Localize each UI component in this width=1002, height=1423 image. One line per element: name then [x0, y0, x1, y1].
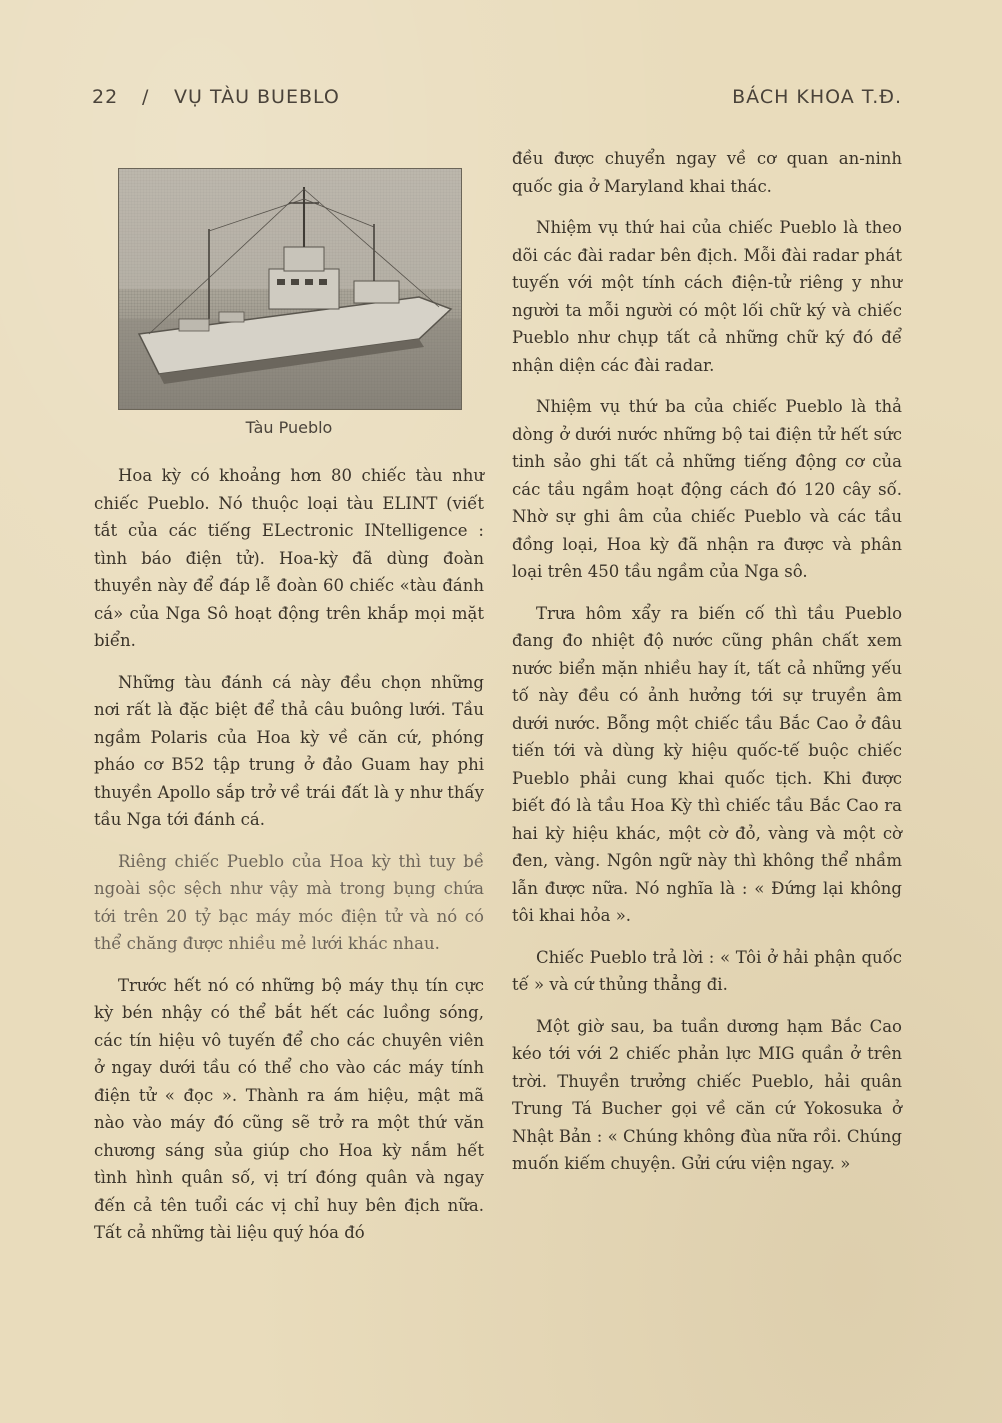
journal-name: BÁCH KHOA T.Đ. [732, 86, 902, 108]
paragraph: Riêng chiếc Pueblo của Hoa kỳ thì tuy bề ngoài sộc sệch như vậy mà trong bụng chứa tới trên 20 tỷ bạc máy móc điện tử và nó có thể chăng được nhiều mẻ lưới khác nhau. [94, 851, 484, 953]
page-number: 22 [92, 86, 119, 108]
header-separator: / [142, 86, 150, 108]
paragraph: Trước hết nó có những bộ máy thụ tín cực kỳ bén nhậy có thể bắt hết các luồng sóng, các tín hiệu vô tuyến để cho các chuyên viên ở ngay dưới tầu có thể cho vào các máy tính điện tử « đọc ». Thành ra ám hiệu, mật mã nào vào máy đó cũng sẽ trở ra một thứ văn chương sáng sủa giúp cho Hoa kỳ nắm hết tình hình quân số, vị trí đóng quân và ngay đến cả tên tuổi các vị chỉ huy bên địch nữa. Tất cả những tài liệu quý hóa đó [94, 975, 484, 1242]
paragraph: Nhiệm vụ thứ ba của chiếc Pueblo là thả dòng ở dưới nước những bộ tai điện tử hết sức tinh sảo ghi tất cả những tiếng động cơ của các tầu ngầm hoạt động cách đó 120 cây số. Nhờ sự ghi âm của chiếc Pueblo và các tầu đồng loại, Hoa kỳ đã nhận ra được và phân loại trên 450 tầu ngầm của Nga sô. [512, 397, 902, 581]
ship-illustration [119, 169, 461, 409]
article-title: VỤ TÀU BUEBLO [174, 86, 340, 108]
ship-photo [118, 168, 462, 410]
paragraph: Hoa kỳ có khoảng hơn 80 chiếc tàu như chiếc Pueblo. Nó thuộc loại tàu ELINT (viết tắt của các tiếng ELectronic INtelligence : tình báo điện tử). Hoa-kỳ đã dùng đoàn thuyền này để đáp lễ đoàn 60 chiếc «tàu đánh cá» của Nga Sô hoạt động trên khắp mọi mặt biển. [94, 466, 484, 650]
paragraph: Nhiệm vụ thứ hai của chiếc Pueblo là theo dõi các đài radar bên địch. Mỗi đài radar phát tuyến với một tính cách điện-tử riêng y như người ta mỗi người có một lối chữ ký và chiếc Pueblo như chụp tất cả những chữ ký đó để nhận diện các đài radar. [512, 218, 902, 375]
paragraph: Chiếc Pueblo trả lời : « Tôi ở hải phận quốc tế » và cứ thủng thẳng đi. [512, 947, 902, 994]
paragraph: Trưa hôm xẩy ra biến cố thì tầu Pueblo đang đo nhiệt độ nước cũng phân chất xem nước biển mặn nhiều hay ít, tất cả những yếu tố này đều có ảnh hưởng tới sự truyền âm dưới nước. Bỗng một chiếc tầu Bắc Cao ở đâu tiến tới và dùng kỳ hiệu quốc-tế buộc chiếc Pueblo phải cung khai quốc tịch. Khi được biết đó là tầu Hoa Kỳ thì chiếc tầu Bắc Cao ra hai kỳ hiệu khác, một cờ đỏ, vàng và một cờ đen, vàng. Ngôn ngữ này thì không thể nhầm lẫn được nữa. Nó nghĩa là : « Đứng lại không tôi khai hỏa ». [512, 603, 902, 925]
left-column [94, 462, 484, 1261]
paragraph: Một giờ sau, ba tuần dương hạm Bắc Cao kéo tới với 2 chiếc phản lực MIG quần ở trên trời. Thuyền trưởng chiếc Pueblo, hải quân Trung Tá Bucher gọi về căn cứ Yokosuka ở Nhật Bản : « Chúng không đùa nữa rồi. Chúng muốn kiếm chuyện. Gửi cứu viện ngay. » [512, 1016, 902, 1173]
paragraph: đều được chuyển ngay về cơ quan an-ninh quốc gia ở Maryland khai thác. [512, 149, 902, 196]
photo-caption: Tàu Pueblo [245, 418, 333, 437]
page-header [92, 86, 902, 116]
paragraph: Những tàu đánh cá này đều chọn những nơi rất là đặc biệt để thả câu buông lưới. Tầu ngầm Polaris của Hoa kỳ về căn cứ, phóng pháo cơ B52 tập trung ở đảo Guam hay phi thuyền Apollo sắp trở về trái đất là y như thấy tầu Nga tới đánh cá. [94, 672, 484, 829]
right-column [512, 145, 902, 1192]
